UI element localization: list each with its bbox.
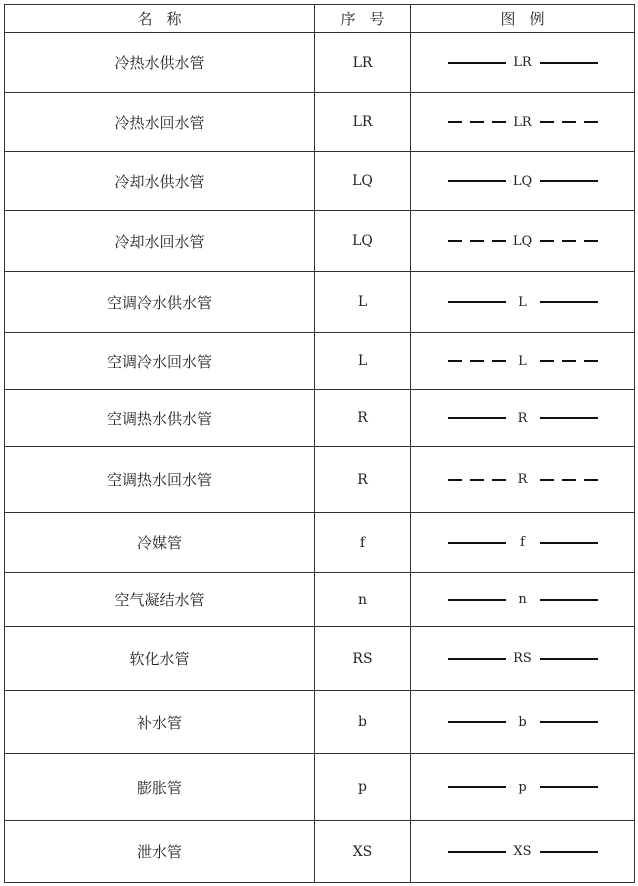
legend-cell (411, 152, 635, 211)
table-row (5, 821, 635, 883)
legend-line-left (448, 479, 506, 481)
header-row (5, 5, 635, 33)
pipe-name: 软化水管 (5, 627, 315, 691)
pipe-name: 冷媒管 (5, 513, 315, 573)
legend-cell (411, 333, 635, 390)
table-row (5, 93, 635, 152)
legend-line-left (448, 62, 506, 64)
header-code: 序号 (315, 5, 411, 33)
legend-cell (411, 390, 635, 447)
pipe-name: 空调冷水供水管 (5, 272, 315, 333)
legend-cell (411, 573, 635, 627)
legend-label: L (518, 353, 527, 369)
legend-line-right (540, 417, 598, 419)
legend-line-right (540, 360, 598, 362)
legend-line-right (540, 786, 598, 788)
legend-label: R (517, 472, 528, 487)
pipe-name: 冷却水供水管 (5, 152, 315, 211)
legend-line-right (540, 180, 598, 182)
pipe-code: n (315, 573, 411, 627)
legend-line-right (540, 658, 598, 660)
table-row (5, 627, 635, 691)
pipe-name: 空调冷水回水管 (5, 333, 315, 390)
legend-line-right (540, 62, 598, 64)
legend-label: n (518, 592, 527, 607)
pipe-code: L (315, 272, 411, 333)
legend-cell (411, 272, 635, 333)
legend-line-left (448, 360, 506, 362)
pipe-name: 冷热水回水管 (5, 93, 315, 152)
table-row (5, 447, 635, 513)
table-row (5, 33, 635, 93)
table-row (5, 390, 635, 447)
legend-line-left (448, 121, 506, 123)
pipe-code: L (315, 333, 411, 390)
table-row (5, 513, 635, 573)
table-row (5, 754, 635, 821)
legend-label: LR (513, 55, 532, 70)
legend-label: LQ (512, 173, 533, 189)
pipe-name: 补水管 (5, 691, 315, 754)
pipe-name: 空调热水供水管 (5, 390, 315, 447)
pipe-name: 空气凝结水管 (5, 573, 315, 627)
header-name: 名称 (5, 5, 315, 33)
legend-line-left (448, 417, 506, 419)
pipe-legend-table (4, 4, 635, 883)
pipe-code: LQ (315, 152, 411, 211)
header-legend: 图例 (411, 5, 635, 33)
pipe-name: 泄水管 (5, 821, 315, 883)
legend-line-right (540, 542, 598, 544)
legend-cell (411, 93, 635, 152)
pipe-code: R (315, 390, 411, 447)
legend-cell (411, 447, 635, 513)
table-row (5, 211, 635, 272)
legend-line-left (448, 599, 506, 601)
legend-line-left (448, 786, 506, 788)
legend-label: p (518, 779, 527, 795)
legend-line-right (540, 121, 598, 123)
legend-line-left (448, 180, 506, 182)
table-row (5, 691, 635, 754)
pipe-code: f (315, 513, 411, 573)
legend-line-left (448, 542, 506, 544)
pipe-name: 空调热水回水管 (5, 447, 315, 513)
legend-line-left (448, 658, 506, 660)
legend-label: RS (513, 651, 532, 666)
table-row (5, 573, 635, 627)
legend-line-left (448, 301, 506, 303)
table-row (5, 333, 635, 390)
legend-label: L (518, 294, 527, 310)
legend-line-right (540, 599, 598, 601)
legend-label: f (520, 535, 525, 550)
legend-line-left (448, 851, 506, 853)
pipe-code: LR (315, 33, 411, 93)
pipe-code: LQ (315, 211, 411, 272)
table-row (5, 152, 635, 211)
pipe-code: LR (315, 93, 411, 152)
legend-cell (411, 513, 635, 573)
pipe-name: 冷却水回水管 (5, 211, 315, 272)
legend-cell (411, 754, 635, 821)
legend-line-left (448, 240, 506, 242)
pipe-code: RS (315, 627, 411, 691)
legend-label: LR (513, 114, 532, 130)
legend-label: R (517, 410, 528, 426)
legend-line-right (540, 851, 598, 853)
legend-label: XS (513, 844, 532, 859)
pipe-code: R (315, 447, 411, 513)
legend-line-left (448, 721, 506, 723)
legend-line-right (540, 240, 598, 242)
legend-cell (411, 627, 635, 691)
legend-cell (411, 33, 635, 93)
pipe-code: XS (315, 821, 411, 883)
legend-line-right (540, 721, 598, 723)
pipe-name: 膨胀管 (5, 754, 315, 821)
legend-label: LQ (512, 233, 533, 249)
legend-cell (411, 821, 635, 883)
pipe-name: 冷热水供水管 (5, 33, 315, 93)
legend-label: b (518, 714, 527, 730)
table-row (5, 272, 635, 333)
legend-line-right (540, 301, 598, 303)
legend-cell (411, 211, 635, 272)
pipe-code: b (315, 691, 411, 754)
legend-cell (411, 691, 635, 754)
legend-line-right (540, 479, 598, 481)
pipe-code: p (315, 754, 411, 821)
